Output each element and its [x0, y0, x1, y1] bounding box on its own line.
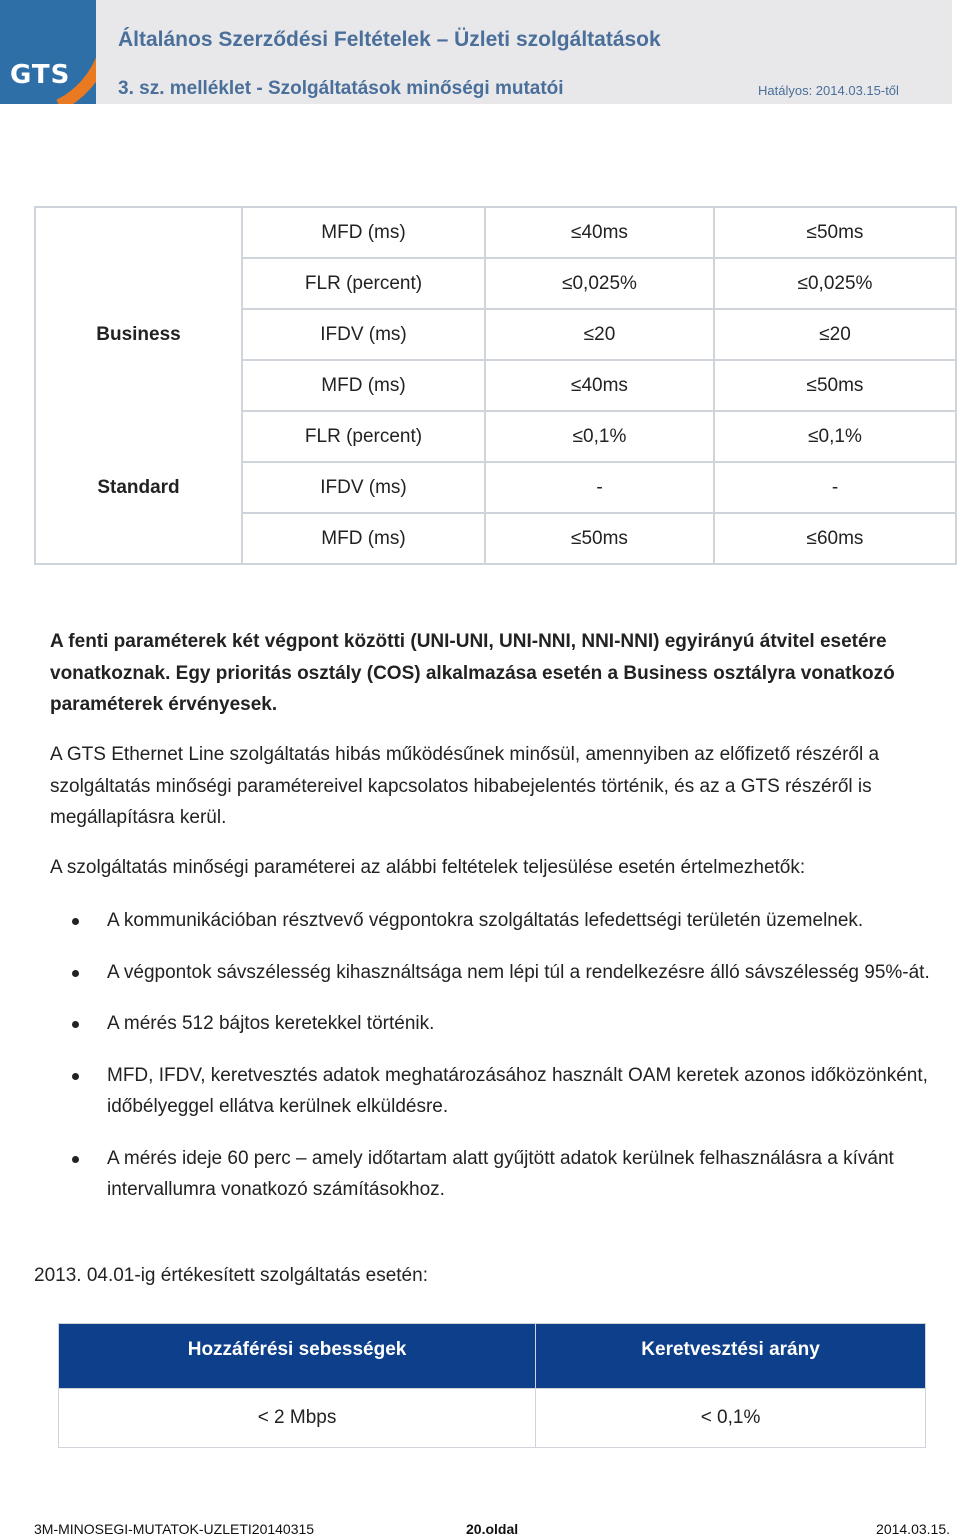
- table-row: [35, 462, 956, 513]
- parameter-cell: MFD (ms): [242, 207, 485, 258]
- value-cell: ≤50ms: [714, 207, 956, 258]
- table-row: [35, 360, 956, 411]
- conditions-intro: A szolgáltatás minőségi paraméterei az alábbi feltételek teljesülése esetén értelmezhetők:: [50, 857, 806, 878]
- value-cell: ≤0,1%: [485, 411, 714, 462]
- condition-text: A kommunikációban résztvevő végpontokra szolgáltatás lefedettségi területén üzemelnek.: [107, 910, 864, 931]
- table-row: [35, 411, 956, 462]
- loss-ratio-cell: < 0,1%: [536, 1389, 926, 1448]
- value-cell: -: [714, 462, 956, 513]
- bullet-icon: [72, 918, 79, 925]
- gts-logo: [0, 0, 96, 104]
- service-class-cell: [35, 207, 242, 258]
- page-header: [0, 0, 952, 104]
- value-cell: -: [485, 462, 714, 513]
- parameter-cell: FLR (percent): [242, 411, 485, 462]
- value-cell: ≤20: [714, 309, 956, 360]
- bullet-icon: [72, 1021, 79, 1028]
- condition-text: A végpontok sávszélesség kihasználtsága nem lépi túl a rendelkezésre álló sávszélesség 95%-át.: [107, 961, 930, 983]
- value-cell: ≤0,1%: [714, 411, 956, 462]
- speed-cell: < 2 Mbps: [59, 1389, 536, 1448]
- parameter-cell: IFDV (ms): [242, 462, 485, 513]
- list-item: [50, 1060, 940, 1123]
- footer-document-id: 3M-MINOSEGI-MUTATOK-UZLETI20140315: [34, 1521, 315, 1537]
- service-class-cell: Standard: [35, 462, 242, 513]
- logo-text: GTS: [10, 60, 71, 90]
- service-class-cell: Business: [35, 309, 242, 360]
- quality-metrics-table: [34, 206, 957, 565]
- parameter-cell: MFD (ms): [242, 360, 485, 411]
- bullet-icon: [72, 970, 79, 977]
- condition-text: MFD, IFDV, keretvesztés adatok meghatározásához használt OAM keretek azonos időközönként, időbélyeggel ellátva kerülnek elküldésre.: [107, 1064, 928, 1117]
- column-header: Hozzáférési sebességek: [59, 1324, 536, 1389]
- bullet-icon: [72, 1073, 79, 1080]
- condition-text: A mérés 512 bájtos keretekkel történik.: [107, 1013, 435, 1034]
- table-row: [59, 1389, 926, 1448]
- list-item: [50, 1143, 940, 1206]
- conditions-list: [50, 905, 940, 1226]
- table-header-row: [59, 1324, 926, 1389]
- effective-date: Hatályos: 2014.03.15-től: [758, 83, 899, 98]
- value-cell: ≤20: [485, 309, 714, 360]
- value-cell: ≤60ms: [714, 513, 956, 564]
- parameter-cell: FLR (percent): [242, 258, 485, 309]
- value-cell: ≤40ms: [485, 360, 714, 411]
- list-item: [50, 905, 940, 937]
- table-row: [35, 207, 956, 258]
- table-row: [35, 258, 956, 309]
- bullet-icon: [72, 1156, 79, 1163]
- parameter-cell: MFD (ms): [242, 513, 485, 564]
- value-cell: ≤50ms: [485, 513, 714, 564]
- value-cell: ≤40ms: [485, 207, 714, 258]
- legacy-service-heading: 2013. 04.01-ig értékesített szolgáltatás esetén:: [34, 1265, 428, 1286]
- list-item: [50, 1008, 940, 1040]
- value-cell: ≤50ms: [714, 360, 956, 411]
- frame-loss-table: [58, 1323, 926, 1448]
- document-subtitle: 3. sz. melléklet - Szolgáltatások minőségi mutatói: [118, 78, 564, 99]
- service-class-cell: [35, 360, 242, 411]
- document-title: Általános Szerződési Feltételek – Üzleti szolgáltatások: [118, 28, 661, 51]
- value-cell: ≤0,025%: [485, 258, 714, 309]
- malfunction-paragraph: A GTS Ethernet Line szolgáltatás hibás működésűnek minősül, amennyiben az előfizető részéről a szolgáltatás minőségi paramétereivel kapcsolatos hibabejelentés történik, és az a GTS részéről is megállapításra kerül.: [50, 744, 880, 828]
- parameter-cell: IFDV (ms): [242, 309, 485, 360]
- table-row: [35, 513, 956, 564]
- parameters-note: A fenti paraméterek két végpont közötti (UNI-UNI, UNI-NNI, NNI-NNI) egyirányú átvitel esetére vonatkoznak. Egy prioritás osztály (COS) alkalmazása esetén a Business osztályra vonatkozó paraméterek érvényesek.: [50, 631, 895, 715]
- service-class-cell: [35, 411, 242, 462]
- condition-text: A mérés ideje 60 perc – amely időtartam alatt gyűjtött adatok kerülnek felhasználásra a kívánt intervallumra vonatkozó számításokhoz.: [107, 1147, 894, 1200]
- column-header: Keretvesztési arány: [536, 1324, 926, 1389]
- service-class-cell: [35, 513, 242, 564]
- table-row: [35, 309, 956, 360]
- service-class-cell: [35, 258, 242, 309]
- footer-page-number: 20.oldal: [466, 1521, 519, 1537]
- value-cell: ≤0,025%: [714, 258, 956, 309]
- footer-date: 2014.03.15.: [876, 1521, 950, 1537]
- list-item: [50, 957, 940, 989]
